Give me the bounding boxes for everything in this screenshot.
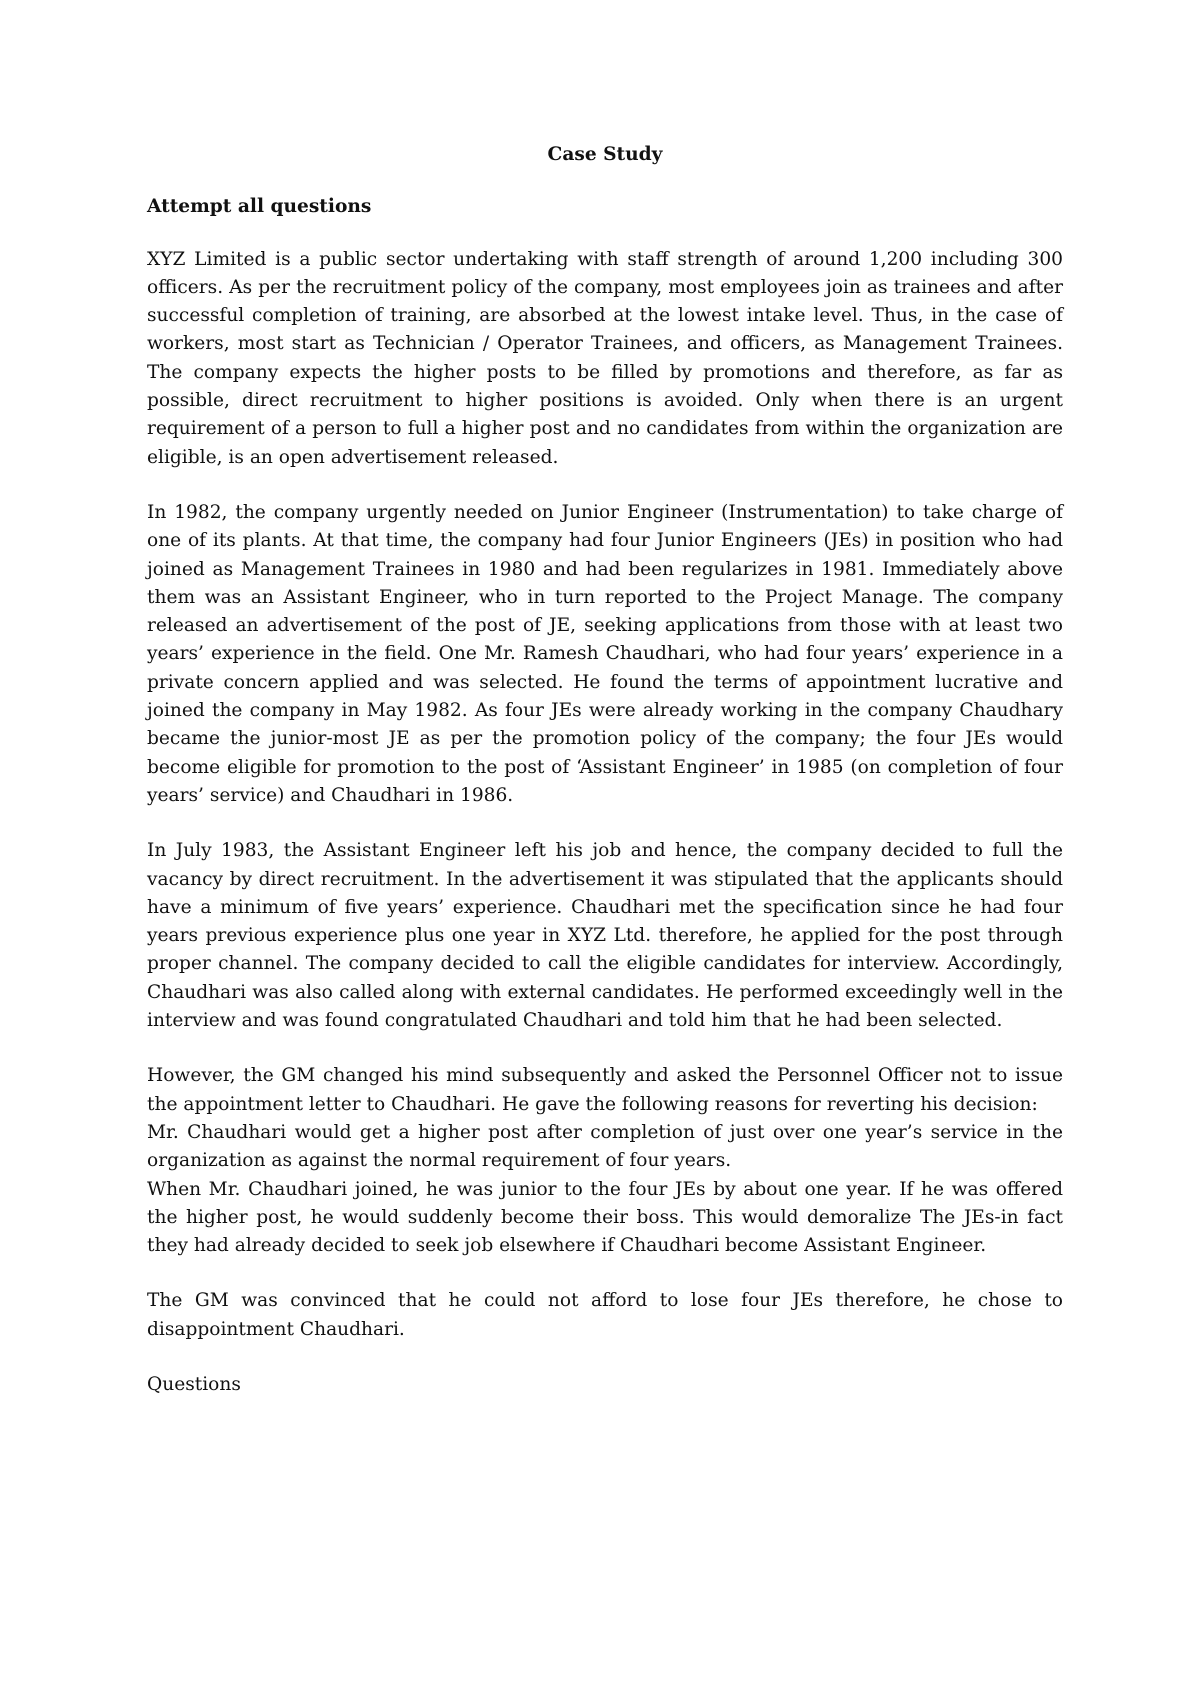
paragraph-1982: In 1982, the company urgently needed on Junior Engineer (Instrumentation) to take charge of one of its plants. At that time, the company had four Junior Engineers (JEs) in position who had joined as Management Trainees in 1980 and had been regularizes in 1981. Immediately above them was an Assistant Engineer, who in turn reported to the Project Manage. The company released an advertisement of the post of JE, seeking applications from those with at least two years’ experience in the field. One Mr. Ramesh Chaudhari, who had four years’ experience in a private concern applied and was selected. He found the terms of appointment lucrative and joined the company in May 1982. As four JEs were already working in the company Chaudhary became the junior-most JE as per the promotion policy of the company; the four JEs would become eligible for promotion to the post of ‘Assistant Engineer’ in 1985 (on completion of four years’ service) and Chaudhari in 1986. xyxy=(147,501,1063,806)
document-body xyxy=(147,141,1063,1399)
questions-heading: Questions xyxy=(147,1373,241,1395)
paragraph-intro: XYZ Limited is a public sector undertaking with staff strength of around 1,200 including 300 officers. As per the recruitment policy of the company, most employees join as trainees and after successful completion of training, are absorbed at the lowest intake level. Thus, in the case of workers, most start as Technician / Operator Trainees, and officers, as Management Trainees. The company expects the higher posts to be filled by promotions and therefore, as far as possible, direct recruitment to higher positions is avoided. Only when there is an urgent requirement of a person to full a higher post and no candidates from within the organization are eligible, is an open advertisement released. xyxy=(147,248,1063,468)
paragraph-gm-change: However, the GM changed his mind subsequently and asked the Personnel Officer not to issue the appointment letter to Chaudhari. He gave the following reasons for reverting his decision: xyxy=(147,1065,1063,1115)
document-title: Case Study xyxy=(547,144,663,165)
paragraph-1983: In July 1983, the Assistant Engineer left his job and hence, the company decided to full the vacancy by direct recruitment. In the advertisement it was stipulated that the applicants should have a minimum of five years’ experience. Chaudhari met the specification since he had four years previous experience plus one year in XYZ Ltd. therefore, he applied for the post through proper channel. The company decided to call the eligible candidates for interview. Accordingly, Chaudhari was also called along with external candidates. He performed exceedingly well in the interview and was found congratulated Chaudhari and told him that he had been selected. xyxy=(147,840,1063,1032)
paragraph-conclusion: The GM was convinced that he could not afford to lose four JEs therefore, he chose to disappointment Chaudhari. xyxy=(147,1290,1063,1340)
paragraph-reason-1: Mr. Chaudhari would get a higher post after completion of just over one year’s service in the organization as against the normal requirement of four years. xyxy=(147,1121,1063,1172)
instructions-heading: Attempt all questions xyxy=(147,196,372,218)
paragraph-reason-2: When Mr. Chaudhari joined, he was junior to the four JEs by about one year. If he was offered the higher post, he would suddenly become their boss. This would demoralize The JEs-in fact they had already decided to seek job elsewhere if Chaudhari become Assistant Engineer. xyxy=(147,1178,1063,1257)
